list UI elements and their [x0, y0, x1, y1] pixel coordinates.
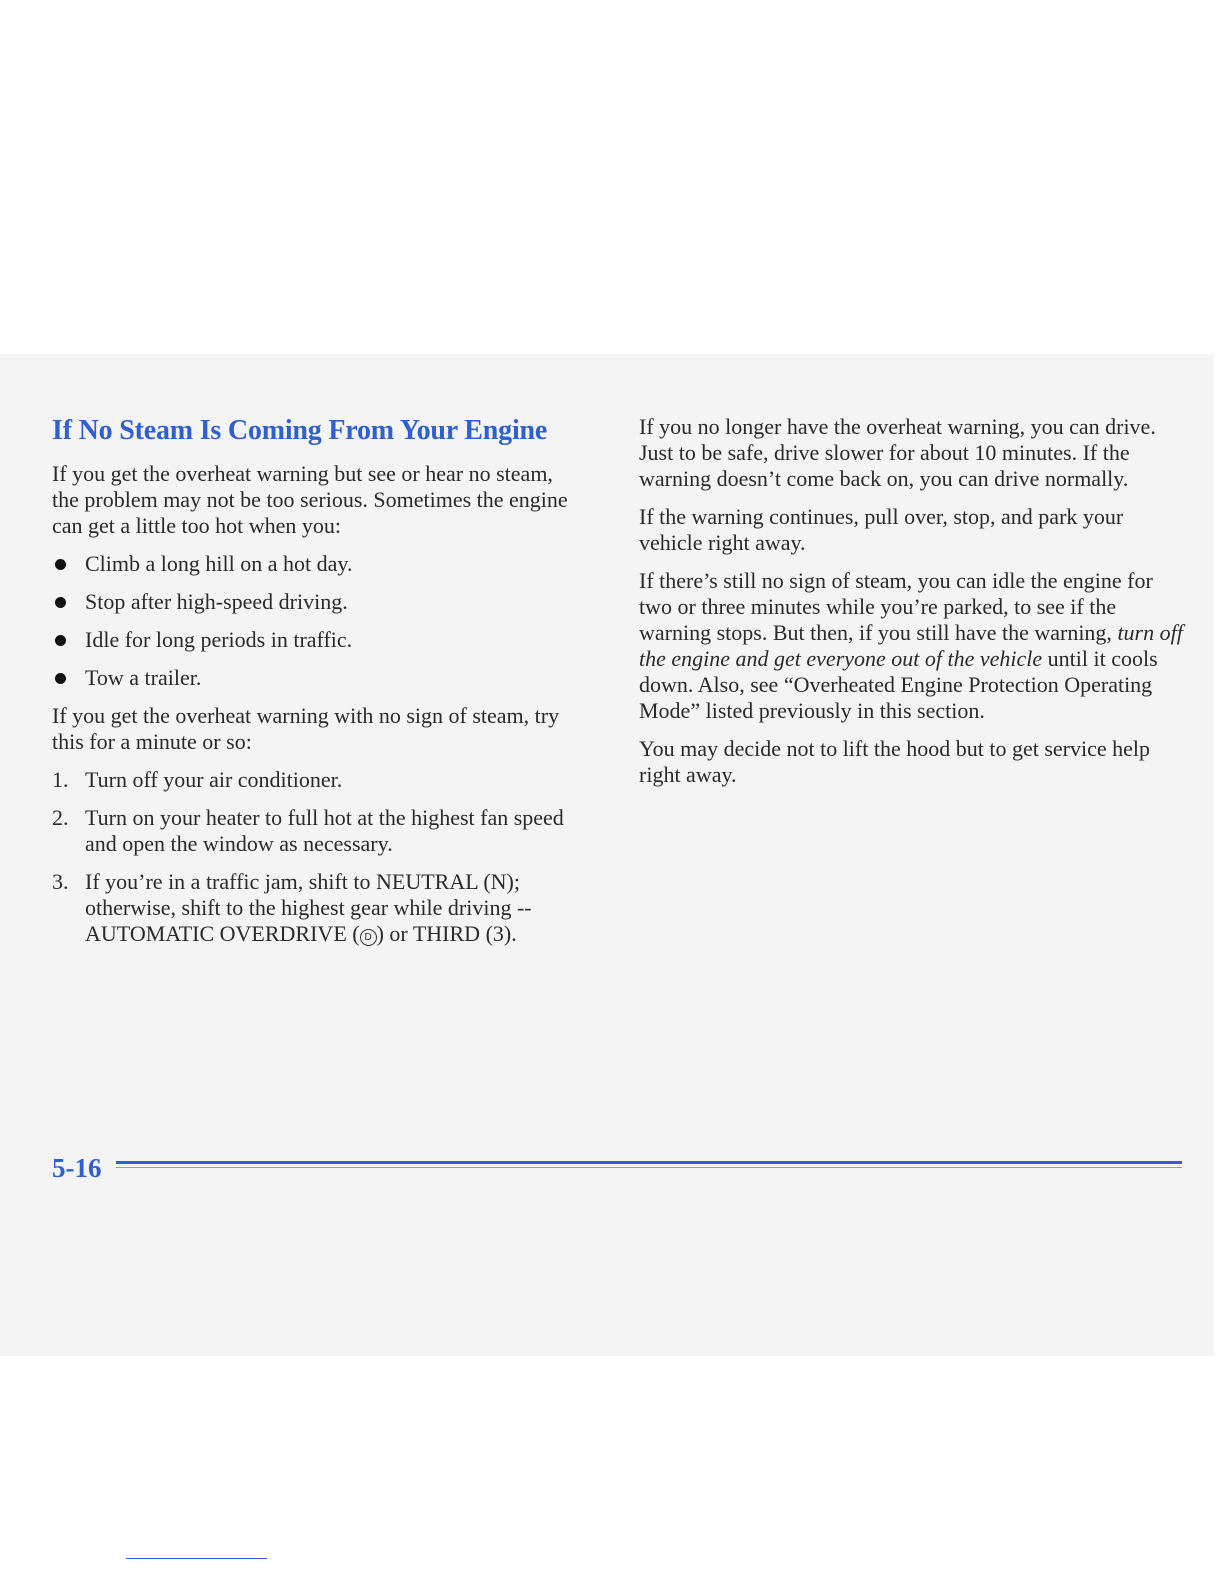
page-footer [52, 1151, 1182, 1185]
emphasis-text: turn off the engine and get everyone out of the vehicle [639, 620, 1183, 671]
paragraph-text-end: until it cools down. Also, see “Overheated Engine Protection Operating Mode” listed previously in this section. [639, 646, 1158, 723]
instructions-intro: If you get the overheat warning with no sign of steam, try this for a minute or so: [52, 703, 560, 754]
list-item [52, 627, 582, 653]
step-item [52, 805, 582, 857]
right-column [639, 414, 1184, 800]
step-item [52, 767, 582, 793]
list-item-text: Climb a long hill on a hot day. [85, 551, 353, 576]
left-column [52, 414, 582, 959]
no-warning-paragraph: If you no longer have the overheat warning, you can drive. Just to be safe, drive slower for about 10 minutes. If the warning doesn’t come back on, you can drive normally. [639, 414, 1156, 491]
step-text: Turn off your air conditioner. [85, 767, 343, 792]
steps-list [52, 767, 582, 947]
step-text: Turn on your heater to full hot at the highest fan speed and open the window as necessary. [85, 805, 564, 856]
bullet-icon [55, 597, 66, 608]
step-text: If you’re in a traffic jam, shift to NEUTRAL (N); otherwise, shift to the highest gear while driving -- AUTOMATIC OVERDRIVE ( [85, 869, 532, 946]
step-text-end: ) or THIRD (3). [376, 921, 517, 946]
list-item [52, 589, 582, 615]
list-item-text: Stop after high-speed driving. [85, 589, 348, 614]
bullet-icon [55, 559, 66, 570]
overdrive-symbol-icon: D [360, 929, 377, 946]
list-item-text: Tow a trailer. [85, 665, 202, 690]
step-number: 3. [52, 869, 69, 894]
footer-rule [116, 1161, 1182, 1164]
no-steam-paragraph [639, 568, 1184, 724]
section-title: If No Steam Is Coming From Your Engine [52, 415, 548, 446]
list-item-text: Idle for long periods in traffic. [85, 627, 353, 652]
bullet-icon [55, 635, 66, 646]
warning-continues-paragraph: If the warning continues, pull over, stop, and park your vehicle right away. [639, 504, 1124, 555]
list-item [52, 665, 582, 691]
bottom-underline [126, 1558, 267, 1559]
conditions-list [52, 551, 582, 691]
list-item [52, 551, 582, 577]
service-paragraph: You may decide not to lift the hood but to get service help right away. [639, 736, 1151, 787]
intro-paragraph: If you get the overheat warning but see or hear no steam, the problem may not be too serious. Sometimes the engine can get a little too hot when you: [52, 461, 568, 538]
page-number: 5-16 [52, 1153, 102, 1183]
step-item [52, 869, 582, 947]
paragraph-text: If there’s still no sign of steam, you can idle the engine for two or three minutes while you’re parked, to see if the warning stops. But then, if you still have the warning, [639, 568, 1153, 645]
step-number: 1. [52, 767, 69, 792]
footer-rule-thin [116, 1167, 1182, 1168]
bullet-icon [55, 673, 66, 684]
step-number: 2. [52, 805, 69, 830]
